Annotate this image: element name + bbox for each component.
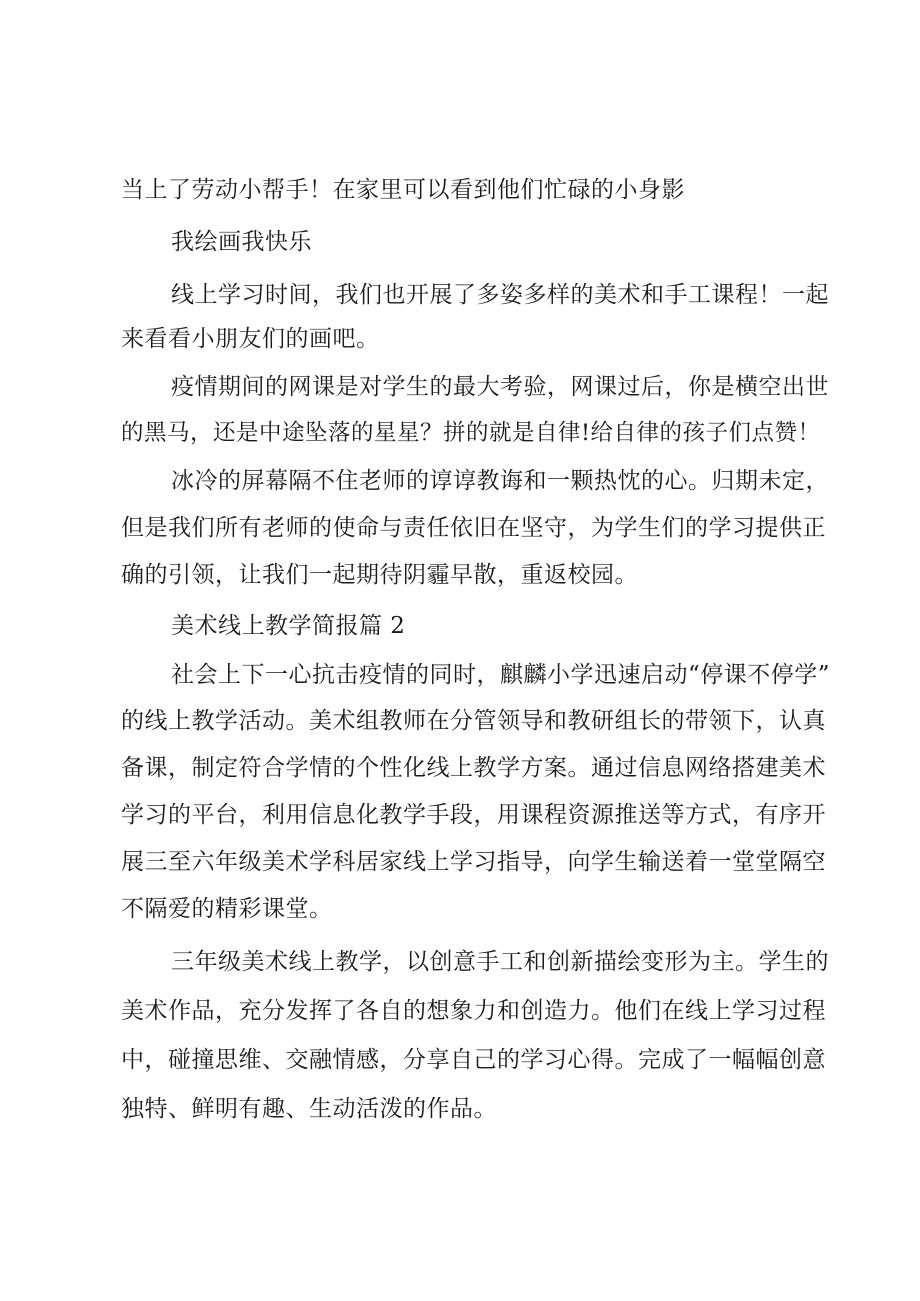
paragraph-line: 的黑马，还是中途坠落的星星？拼的就是自律!给自律的孩子们点赞！ — [121, 420, 821, 446]
paragraph-line: 确的引领，让我们一起期待阴霾早散，重返校园。 — [121, 562, 638, 588]
paragraph-line: 学习的平台，利用信息化教学手段，用课程资源推送等方式，有序开 — [121, 802, 826, 828]
paragraph-line: 独特、鲜明有趣、生动活泼的作品。 — [121, 1096, 497, 1122]
paragraph-line: 不隔爱的精彩课堂。 — [121, 896, 333, 922]
section-heading: 美术线上教学简报篇 2 — [171, 613, 406, 639]
section-heading: 我绘画我快乐 — [171, 229, 312, 255]
paragraph-line: 的线上教学活动。美术组教师在分管领导和教研组长的带领下，认真 — [121, 708, 826, 734]
paragraph-line: 中，碰撞思维、交融情感，分享自己的学习心得。完成了一幅幅创意 — [121, 1047, 826, 1073]
paragraph-line: 美术作品，充分发挥了各自的想象力和创造力。他们在线上学习过程 — [121, 998, 826, 1024]
paragraph-line: 备课，制定符合学情的个性化线上教学方案。通过信息网络搭建美术 — [121, 755, 826, 781]
paragraph-line: 但是我们所有老师的使命与责任依旧在坚守，为学生们的学习提供正 — [121, 515, 826, 541]
paragraph-line: 三年级美术线上教学，以创意手工和创新描绘变形为主。学生的 — [171, 949, 829, 975]
paragraph-line: 疫情期间的网课是对学生的最大考验，网课过后，你是横空出世 — [171, 374, 829, 400]
paragraph-line: 展三至六年级美术学科居家线上学习指导，向学生输送着一堂堂隔空 — [121, 849, 826, 875]
paragraph-line: 线上学习时间，我们也开展了多姿多样的美术和手工课程！一起 — [171, 282, 829, 308]
paragraph-line: 当上了劳动小帮手！在家里可以看到他们忙碌的小身影 — [121, 177, 685, 203]
paragraph-line: 来看看小朋友们的画吧。 — [121, 326, 380, 352]
paragraph-line: 社会上下一心抗击疫情的同时，麒麟小学迅速启动“停课不停学” — [171, 662, 831, 688]
paragraph-line: 冰冷的屏幕隔不住老师的谆谆教诲和一颗热忱的心。归期未定， — [171, 468, 829, 494]
